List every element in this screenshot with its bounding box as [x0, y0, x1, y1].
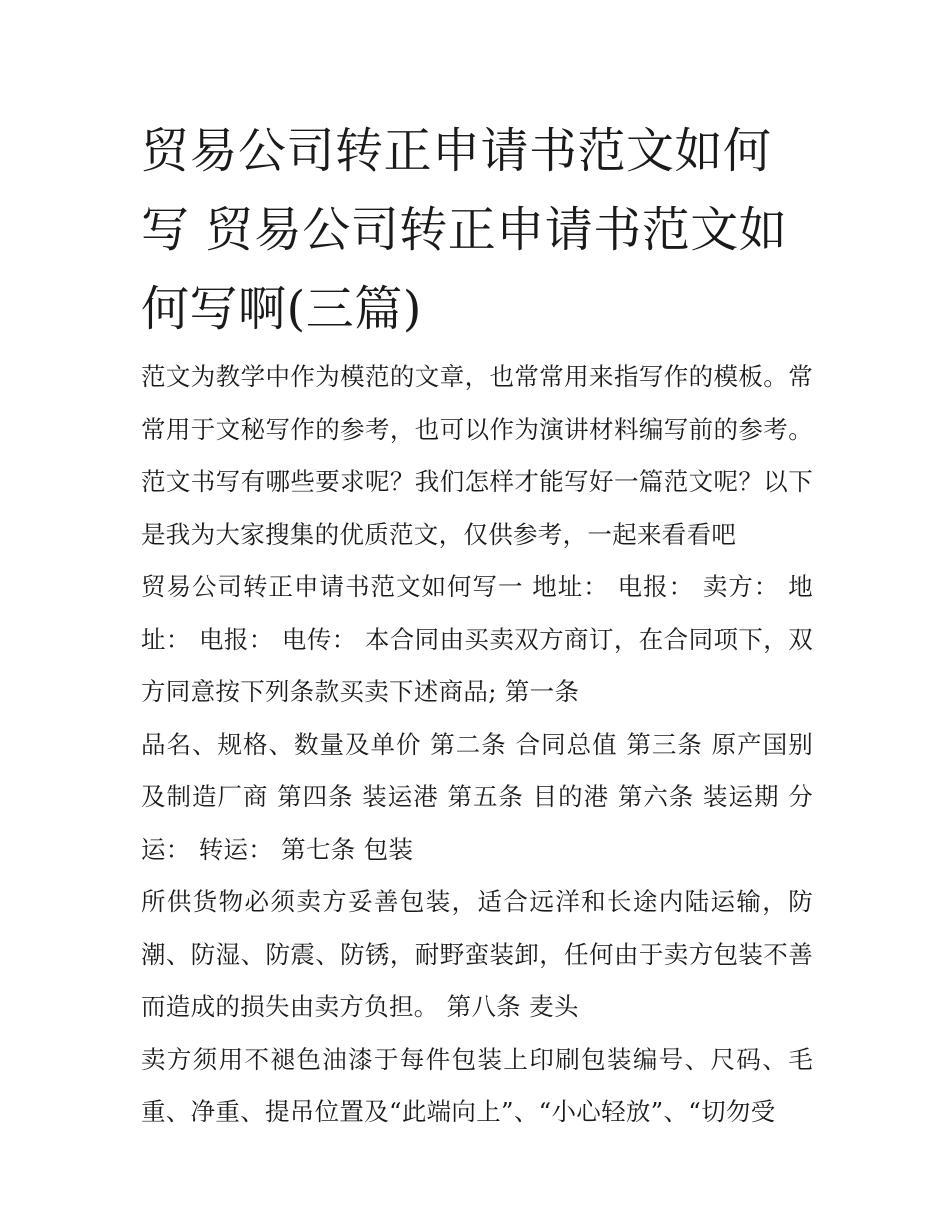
paragraph-shipping-marks: 卖方须用不褪色油漆于每件包装上印刷包装编号、尺码、毛重、净重、提吊位置及“此端向上”、“小心轻放”、“切勿受: [141, 1044, 813, 1126]
paragraph-packing: 所供货物必须卖方妥善包装，适合远洋和长途内陆运输，防潮、防湿、防震、防锈，耐野蛮装卸，任何由于卖方包装不善而造成的损失由卖方负担。 第八条 麦头: [141, 887, 813, 1021]
paragraph-contract-articles: 品名、规格、数量及单价 第二条 合同总值 第三条 原产国别及制造厂商 第四条 装运港 第五条 目的港 第六条 装运期 分运： 转运： 第七条 包装: [141, 729, 813, 864]
paragraph-intro: 范文为教学中作为模范的文章，也常常用来指写作的模板。常常用于文秘写作的参考，也可以作为演讲材料编写前的参考。范文书写有哪些要求呢？我们怎样才能写好一篇范文呢？以下是我为大家搜集的优质范文，仅供参考，一起来看看吧: [141, 362, 813, 549]
paragraph-contract-parties: 贸易公司转正申请书范文如何写一 地址： 电报： 卖方： 地址： 电报： 电传： 本合同由买卖双方商订，在合同项下，双方同意按下列条款买卖下述商品; 第一条: [141, 572, 813, 706]
document-title: 贸易公司转正申请书范文如何写 贸易公司转正申请书范文如何写啊(三篇): [141, 123, 788, 337]
document-page: [141, 112, 813, 1139]
